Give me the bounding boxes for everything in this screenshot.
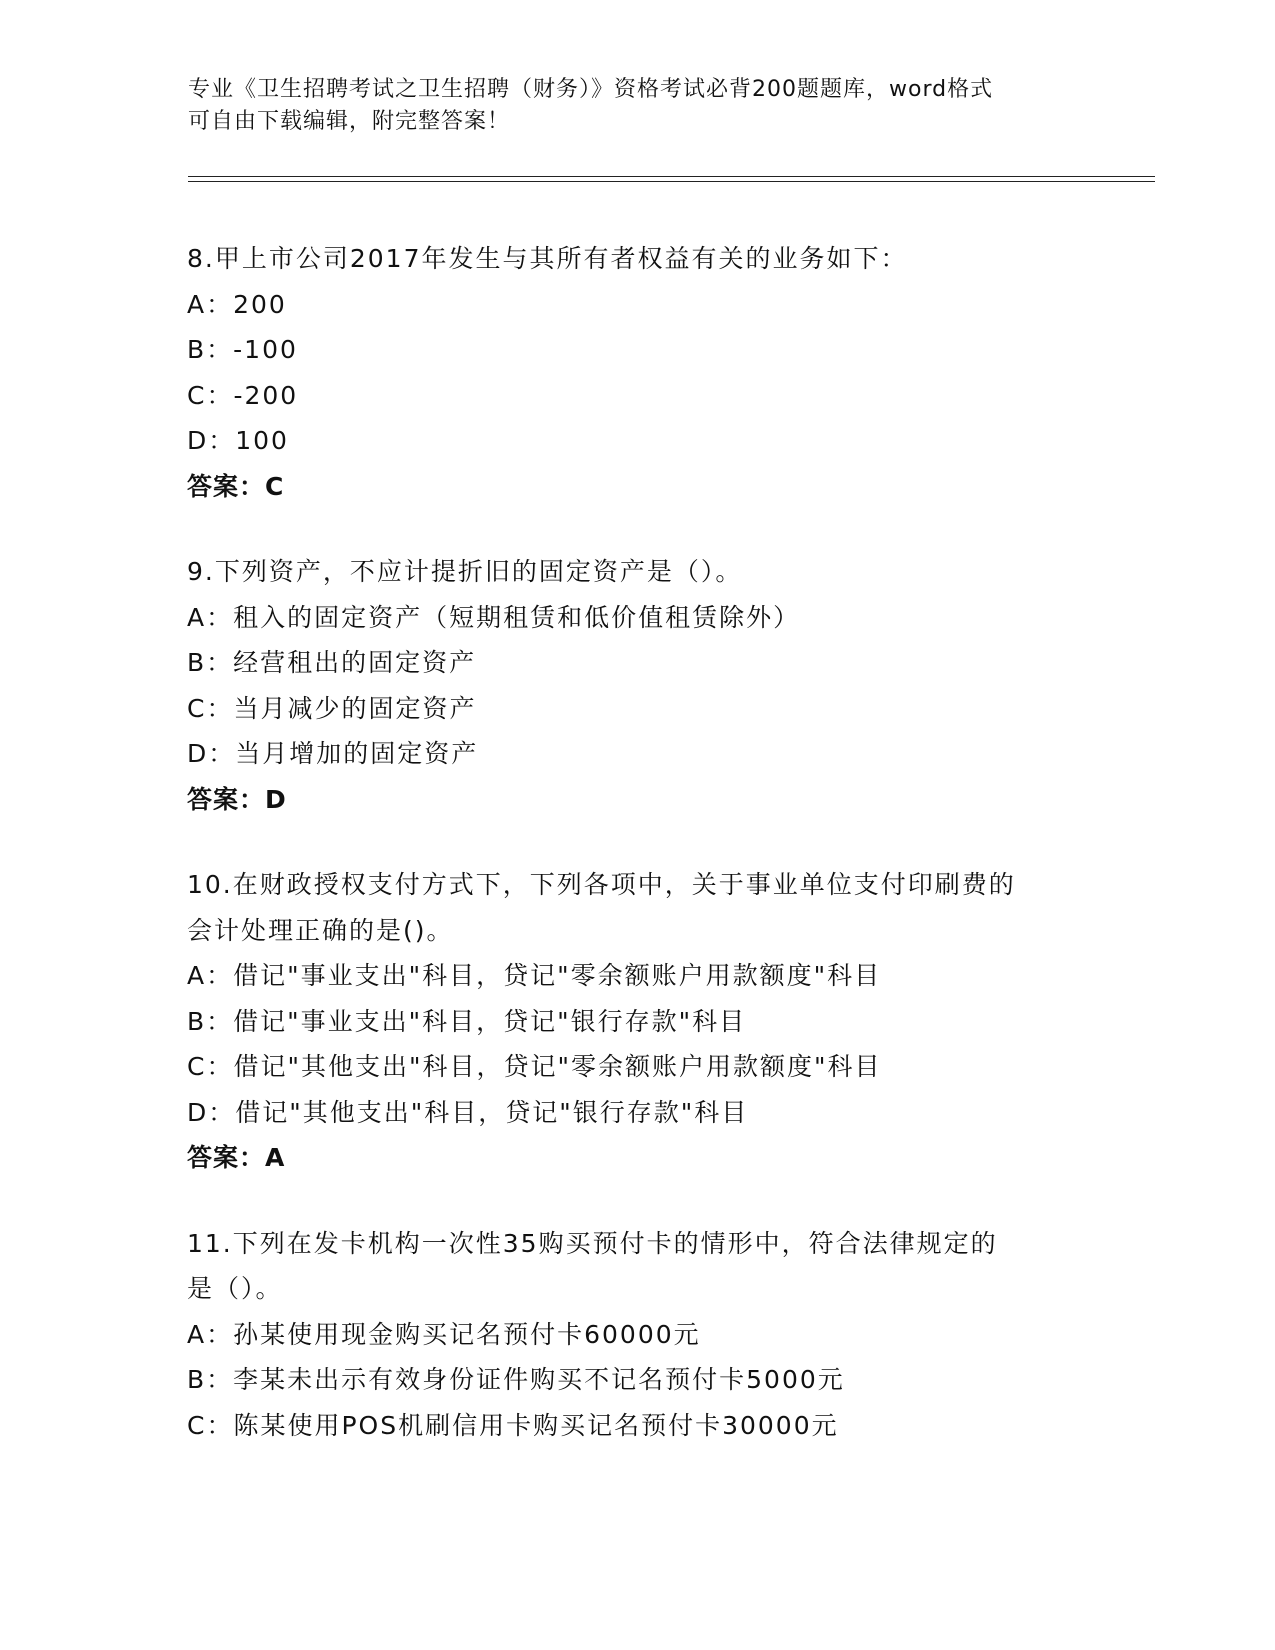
option-b: B：李某未出示有效身份证件购买不记名预付卡5000元: [187, 1365, 845, 1394]
option-a: A：借记"事业支出"科目，贷记"零余额账户用款额度"科目: [187, 961, 882, 990]
question-stem-line-2: 是（）。: [187, 1274, 283, 1303]
option-d: D：当月增加的固定资产: [187, 739, 479, 768]
question-11: [187, 1221, 1087, 1449]
option-b: B：借记"事业支出"科目，贷记"银行存款"科目: [187, 1006, 747, 1036]
question-stem-line-2: 会计处理正确的是()。: [187, 915, 454, 945]
header-divider-bottom: [188, 181, 1155, 182]
question-9: [187, 549, 1087, 822]
answer-label: 答案：A: [187, 1143, 286, 1172]
question-stem: 9.下列资产，不应计提折旧的固定资产是（）。: [187, 557, 743, 586]
header-line-2: 可自由下载编辑，附完整答案！: [188, 109, 511, 134]
option-c: C：当月减少的固定资产: [187, 693, 477, 723]
option-c: C：-200: [187, 380, 299, 410]
answer-label: 答案：D: [187, 784, 287, 814]
option-c: C：陈某使用POS机刷信用卡购买记名预付卡30000元: [187, 1410, 839, 1440]
option-b: B：经营租出的固定资产: [187, 648, 477, 677]
document-header: [188, 74, 1108, 138]
question-10: [187, 862, 1087, 1181]
option-b: B：-100: [187, 335, 298, 364]
option-d: D：100: [187, 426, 289, 455]
question-stem-line-1: 11.下列在发卡机构一次性35购买预付卡的情形中，符合法律规定的: [187, 1228, 998, 1258]
option-a: A：租入的固定资产（短期租赁和低价值租赁除外）: [187, 602, 801, 632]
answer-label: 答案：C: [187, 471, 285, 501]
question-8: [187, 236, 1087, 509]
option-c: C：借记"其他支出"科目，贷记"零余额账户用款额度"科目: [187, 1052, 882, 1081]
header-divider-top: [188, 176, 1155, 177]
question-stem-line-1: 10.在财政授权支付方式下，下列各项中，关于事业单位支付印刷费的: [187, 870, 1016, 899]
header-line-1: 专业《卫生招聘考试之卫生招聘（财务）》资格考试必背200题题库，word格式: [188, 77, 994, 102]
option-a: A：200: [187, 289, 287, 319]
question-list: [187, 236, 1087, 1488]
option-a: A：孙某使用现金购买记名预付卡60000元: [187, 1319, 701, 1349]
question-stem: 8.甲上市公司2017年发生与其所有者权益有关的业务如下：: [187, 244, 908, 273]
option-d: D：借记"其他支出"科目，贷记"银行存款"科目: [187, 1097, 749, 1127]
